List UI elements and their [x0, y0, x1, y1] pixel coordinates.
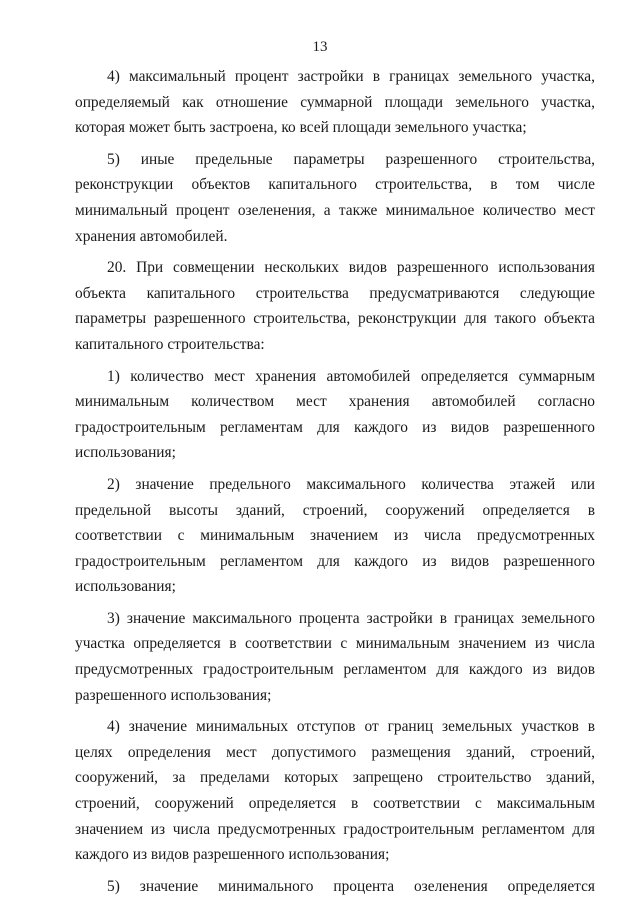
- paragraph-subitem-5-greening: 5) значение минимального процента озеленения определяется: [107, 877, 595, 895]
- paragraph-subitem-1-parking: 1) количество мест хранения автомобилей определяется суммарным минимальным количеством мест хранения автомобилей согласно градостроительным регламентам для каждого из видов разрешенного использования;: [75, 367, 595, 462]
- paragraph-subitem-3-building-percent: 3) значение максимального процента застройки в границах земельного участка определяется в соответствии с минимальным значением из числа предусмотренных градостроительным регламентом для каждого из видов разрешенного использования;: [75, 609, 595, 704]
- paragraph-item-5-other-parameters: 5) иные предельные параметры разрешенного строительства, реконструкции объектов капитального строительства, в том числе минимальный процент озеленения, а также минимальное количество мест хранения автомобилей.: [75, 150, 595, 245]
- page-number: 13: [312, 39, 328, 55]
- paragraph-item-4-max-building-percent: 4) максимальный процент застройки в границах земельного участка, определяемый как отношение суммарной площади земельного участка, которая может быть застроена, ко всей площади земельного участка;: [75, 68, 595, 137]
- paragraph-subitem-4-setbacks: 4) значение минимальных отступов от границ земельных участков в целях определения мест допустимого размещения зданий, строений, сооружений, за пределами которых запрещено строительство зданий, строений, сооружений определяется в соответствии с максимальным значением из числа предусмотренных градостроительным регламентом для каждого из видов разрешенного использования;: [75, 718, 595, 864]
- paragraph-subitem-2-floors-height: 2) значение предельного максимального количества этажей или предельной высоты зданий, строений, сооружений определяется в соответствии с минимальным значением из числа предусмотренных градостроительным регламентом для каждого из видов разрешенного использования;: [75, 475, 595, 596]
- document-body: [75, 64, 595, 905]
- paragraph-clause-20: 20. При совмещении нескольких видов разрешенного использования объекта капитального строительства предусматриваются следующие параметры разрешенного строительства, реконструкции для такого объекта капитального строительства:: [75, 259, 595, 353]
